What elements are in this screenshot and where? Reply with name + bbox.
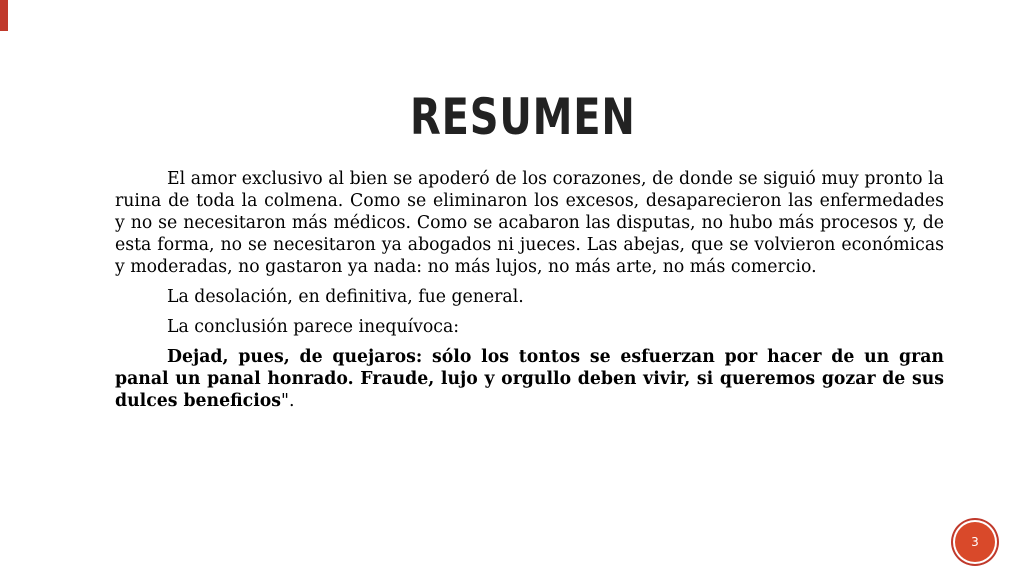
corner-accent-bar bbox=[0, 0, 8, 31]
slide-title: RESUMEN bbox=[410, 88, 636, 146]
paragraph-quote bbox=[115, 346, 944, 412]
slide-body bbox=[115, 168, 944, 412]
paragraph-summary: El amor exclusivo al bien se apoderó de los corazones, de donde se siguió muy pronto la ruina de toda la colmena. Como se eliminaron los excesos, desaparecieron las enfermedades y no se necesitaron más médicos. Como se acabaron las disputas, no hubo más procesos y, de esta forma, no se necesitaron ya abogados ni jueces. Las abejas, que se volvieron económicas y moderadas, no gastaron ya nada: no más lujos, no más arte, no más comercio. bbox=[115, 169, 944, 277]
paragraph-desolation: La desolación, en definitiva, fue general. bbox=[167, 287, 524, 307]
page-number-badge: 3 bbox=[955, 522, 995, 562]
quote-closing: ". bbox=[281, 391, 295, 411]
paragraph-conclusion: La conclusión parece inequívoca: bbox=[167, 317, 460, 337]
quote-bold-text: Dejad, pues, de quejaros: sólo los tontos se esfuerzan por hacer de un gran panal un panal honrado. Fraude, lujo y orgullo deben vivir, si queremos gozar de sus dulces beneficios bbox=[115, 347, 944, 411]
